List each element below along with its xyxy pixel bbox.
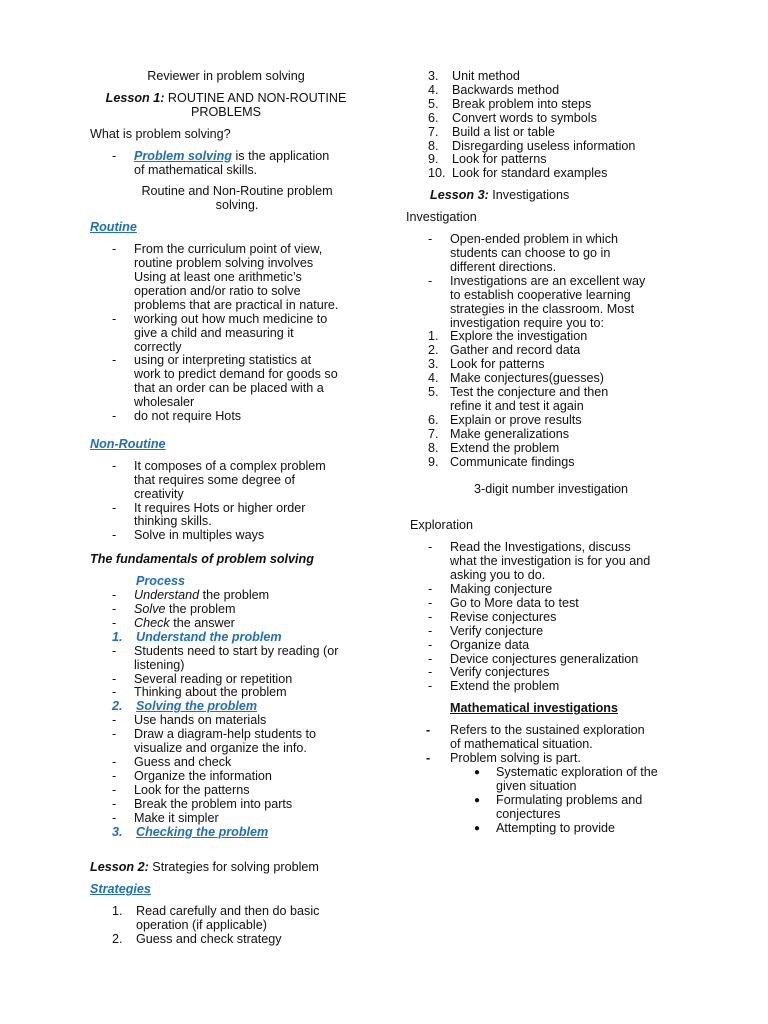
item-line: working out how much medicine to	[134, 311, 328, 326]
item-text	[450, 344, 696, 358]
process-verb: Understand	[134, 588, 200, 603]
list-item	[90, 756, 362, 770]
item-line: using or interpreting statistics at	[134, 353, 312, 368]
item-text	[134, 784, 362, 798]
item-text	[450, 456, 696, 470]
process-item	[90, 617, 362, 631]
item-text	[450, 275, 696, 331]
item-text	[450, 428, 696, 442]
step3-number: 3.	[112, 824, 123, 839]
math-investigations-list	[406, 724, 696, 766]
list-item	[406, 611, 696, 625]
item-line: Make generalizations	[450, 426, 570, 441]
item-text	[134, 686, 362, 700]
item-line: Thinking about the problem	[134, 685, 287, 700]
item-text: Convert words to symbols	[452, 110, 597, 125]
list-item	[406, 126, 696, 140]
item-text	[134, 589, 362, 603]
dash-marker: -	[112, 311, 117, 326]
dash-marker: -	[112, 458, 117, 473]
item-line: conjectures	[496, 806, 561, 821]
item-number: 9.	[428, 152, 439, 167]
item-text	[450, 653, 696, 667]
list-item	[406, 386, 696, 414]
item-number: 9.	[428, 454, 439, 469]
list-item	[406, 372, 696, 386]
bullet-item	[406, 794, 696, 822]
item-line: Look for patterns	[450, 357, 545, 372]
item-number: 5.	[428, 385, 439, 400]
item-line: Explore the investigation	[450, 329, 588, 344]
item-text	[134, 770, 362, 784]
item-line: refine it and test it again	[450, 398, 584, 413]
item-line: Problem solving is part.	[450, 750, 581, 765]
routine-list	[90, 243, 362, 424]
item-text	[450, 372, 696, 386]
list-item	[90, 243, 362, 313]
question-text: What is problem solving?	[90, 126, 231, 141]
list-item	[406, 653, 696, 667]
item-text	[450, 233, 696, 275]
process-item	[90, 603, 362, 617]
list-item	[406, 442, 696, 456]
math-investigations-bullets	[406, 766, 696, 836]
list-item	[406, 456, 696, 470]
item-line: Organize the information	[134, 768, 272, 783]
dash-marker: -	[428, 582, 433, 596]
list-item	[90, 686, 362, 700]
item-text	[450, 414, 696, 428]
item-line: to establish cooperative learning	[450, 287, 631, 302]
item-text	[134, 313, 362, 355]
list-item	[406, 112, 696, 126]
item-line: Communicate findings	[450, 454, 575, 469]
lesson2-title: Strategies for solving problem	[148, 860, 319, 875]
list-item	[406, 275, 696, 331]
list-item	[90, 460, 362, 502]
list-item	[90, 313, 362, 355]
item-text	[450, 611, 696, 625]
strategies-list	[90, 905, 362, 947]
item-text	[450, 386, 696, 414]
item-line: different directions.	[450, 259, 557, 274]
dash-marker: -	[112, 409, 117, 424]
item-text	[450, 358, 696, 372]
list-item	[406, 541, 696, 583]
investigation-list	[406, 233, 696, 330]
item-line: Device conjectures generalization	[450, 651, 639, 666]
lesson1-title-a: ROUTINE AND NON-ROUTINE	[164, 90, 347, 105]
item-text	[450, 442, 696, 456]
item-text	[134, 645, 362, 673]
dash-marker: -	[428, 623, 433, 638]
list-item	[406, 167, 696, 181]
item-line: It requires Hots or higher order	[134, 500, 306, 515]
dash-marker: -	[426, 750, 431, 765]
list-item	[406, 639, 696, 653]
strategies-heading: Strategies	[90, 882, 151, 897]
item-line: of mathematical situation.	[450, 737, 593, 752]
right-column	[406, 70, 696, 835]
item-number: 5.	[428, 96, 439, 111]
item-line: Break the problem into parts	[134, 796, 293, 811]
dash-marker: -	[428, 665, 433, 680]
process-heading: Process	[136, 574, 186, 589]
item-text	[134, 410, 362, 424]
item-text	[450, 330, 696, 344]
item-text	[450, 752, 696, 766]
dash-marker: -	[112, 602, 117, 616]
item-line: Look for the patterns	[134, 782, 250, 797]
dash-marker: -	[112, 671, 117, 686]
item-line: Use hands on materials	[134, 713, 267, 728]
item-line: Read the Investigations, discuss	[450, 540, 631, 555]
process-rest: the problem	[199, 588, 270, 603]
item-text	[450, 680, 696, 694]
lesson1-heading	[90, 92, 362, 120]
list-item	[406, 84, 696, 98]
list-item	[90, 502, 362, 530]
list-item	[90, 728, 362, 756]
item-text: Look for standard examples	[452, 166, 608, 181]
dash-marker: -	[428, 609, 433, 624]
nonroutine-heading: Non-Routine	[90, 436, 166, 451]
list-item	[406, 70, 696, 84]
item-text: Build a list or table	[452, 124, 555, 139]
item-number: 1.	[112, 904, 123, 919]
lesson1-label: Lesson 1:	[105, 90, 165, 105]
item-line: Open-ended problem in which	[450, 232, 619, 247]
item-text	[134, 603, 362, 617]
dash-marker: -	[112, 713, 117, 728]
lesson3-label: Lesson 3:	[430, 188, 489, 203]
step3-heading	[90, 826, 362, 840]
bullet-marker: ●	[474, 822, 481, 834]
item-text	[450, 541, 696, 583]
list-item	[406, 153, 696, 167]
dash-marker: -	[112, 685, 117, 700]
item-line: It composes of a complex problem	[134, 458, 326, 473]
item-line: asking you to do.	[450, 568, 546, 583]
dash-marker: -	[112, 643, 117, 658]
definition-item	[90, 150, 362, 178]
item-text	[450, 597, 696, 611]
item-line: From the curriculum point of view,	[134, 242, 323, 257]
list-item	[90, 529, 362, 543]
item-line: problems that are practical in nature.	[134, 297, 339, 312]
item-line: Verify conjecture	[450, 623, 544, 638]
lesson3-title: Investigations	[488, 188, 570, 203]
dash-marker: -	[112, 500, 117, 515]
item-text	[496, 822, 696, 836]
definition-term: Problem solving	[134, 148, 232, 163]
list-item	[90, 673, 362, 687]
exploration-list	[406, 541, 696, 694]
nonroutine-list	[90, 460, 362, 543]
list-item	[90, 933, 362, 947]
item-line: Guess and check	[134, 754, 232, 769]
routine-title-b: solving.	[215, 198, 259, 213]
dash-marker: -	[428, 273, 433, 288]
list-item	[406, 98, 696, 112]
bullet-marker: ●	[474, 794, 481, 806]
item-text: Break problem into steps	[452, 96, 592, 111]
item-text	[450, 639, 696, 653]
step2-heading	[90, 700, 362, 714]
item-line: Verify conjectures	[450, 665, 550, 680]
item-text: Look for patterns	[452, 152, 547, 167]
item-text	[450, 666, 696, 680]
item-line: do not require Hots	[134, 409, 242, 424]
item-line: what the investigation is for you and	[450, 554, 651, 569]
item-line: Revise conjectures	[450, 609, 557, 624]
dash-marker: -	[112, 588, 117, 603]
item-line: operation (if applicable)	[136, 918, 267, 933]
list-item	[406, 428, 696, 442]
item-line: Make it simpler	[134, 810, 219, 825]
item-number: 1.	[428, 329, 439, 344]
item-text	[134, 812, 362, 826]
dash-marker: -	[428, 595, 433, 610]
item-number: 8.	[428, 440, 439, 455]
item-number: 6.	[428, 412, 439, 427]
list-item	[406, 680, 696, 694]
dash-marker: -	[112, 353, 117, 368]
strategies-continued-list	[406, 70, 696, 181]
item-text	[134, 756, 362, 770]
list-item	[90, 812, 362, 826]
item-line: operation and/or ratio to solve	[134, 283, 301, 298]
dash-marker: -	[112, 768, 117, 783]
dash-marker: -	[112, 810, 117, 825]
bullet-marker: ●	[474, 766, 481, 778]
item-line: strategies in the classroom. Most	[450, 301, 635, 316]
exploration-heading: Exploration	[410, 518, 474, 533]
list-item	[90, 354, 362, 410]
item-line: Draw a diagram-help students to	[134, 727, 317, 742]
item-line: Explain or prove results	[450, 412, 582, 427]
list-item	[406, 414, 696, 428]
item-text	[496, 794, 696, 822]
item-line: Systematic exploration of the	[496, 764, 658, 779]
list-item	[90, 784, 362, 798]
dash-marker: -	[428, 540, 433, 555]
item-text	[134, 798, 362, 812]
item-number: 4.	[428, 371, 439, 386]
item-text	[134, 728, 362, 756]
routine-nonroutine-title	[90, 185, 362, 213]
item-line: thinking skills.	[134, 514, 212, 529]
item-text	[134, 243, 362, 313]
step2-list	[90, 714, 362, 825]
item-line: that an order can be placed with a	[134, 381, 324, 396]
dash-marker: -	[112, 148, 117, 163]
list-item	[90, 714, 362, 728]
item-text	[134, 673, 362, 687]
list-item	[90, 770, 362, 784]
list-item	[90, 798, 362, 812]
item-line: Using at least one arithmetic’s	[134, 269, 302, 284]
process-verb: Solve	[134, 602, 166, 616]
item-line: Attempting to provide	[496, 820, 616, 835]
item-text	[450, 724, 696, 752]
item-text: Disregarding useless information	[452, 138, 636, 153]
item-text	[134, 617, 362, 631]
item-number: 7.	[428, 124, 439, 139]
dash-marker: -	[428, 679, 433, 694]
item-line: Refers to the sustained exploration	[450, 723, 645, 738]
investigation-steps	[406, 330, 696, 469]
lesson2-label: Lesson 2:	[90, 860, 149, 875]
dash-marker: -	[112, 615, 117, 630]
item-number: 8.	[428, 138, 439, 153]
item-line: creativity	[134, 486, 184, 501]
step1-label: Understand the problem	[136, 629, 282, 644]
list-item	[406, 344, 696, 358]
item-number: 4.	[428, 82, 439, 97]
item-line: Making conjecture	[450, 582, 553, 596]
item-line: listening)	[134, 657, 185, 672]
item-line: Read carefully and then do basic	[136, 904, 320, 919]
item-number: 7.	[428, 426, 439, 441]
dash-marker: -	[112, 754, 117, 769]
list-item	[406, 330, 696, 344]
list-item	[90, 645, 362, 673]
left-column	[90, 70, 362, 947]
item-line: Go to More data to test	[450, 595, 579, 610]
item-text	[134, 714, 362, 728]
item-line: Test the conjecture and then	[450, 385, 609, 400]
item-text	[134, 354, 362, 410]
item-text	[136, 933, 362, 947]
math-investigations-heading: Mathematical investigations	[450, 701, 618, 716]
routine-title-a: Routine and Non-Routine problem	[141, 184, 333, 199]
process-rest: the problem	[165, 602, 236, 616]
three-digit-investigation: 3-digit number investigation	[474, 482, 629, 497]
item-line: investigation require you to:	[450, 315, 605, 330]
dash-marker: -	[112, 796, 117, 811]
dash-marker: -	[112, 528, 117, 543]
investigation-heading: Investigation	[406, 210, 477, 225]
item-line: work to predict demand for goods so	[134, 367, 338, 382]
item-line: Several reading or repetition	[134, 671, 293, 686]
document-title: Reviewer in problem solving	[147, 69, 305, 83]
item-text: Unit method	[452, 69, 520, 83]
item-line: Extend the problem	[450, 679, 560, 694]
item-line: Solve in multiples ways	[134, 528, 265, 543]
item-text	[450, 625, 696, 639]
item-line: students can choose to go in	[450, 245, 611, 260]
list-item	[406, 625, 696, 639]
dash-marker: -	[428, 232, 433, 247]
step2-number: 2.	[112, 699, 123, 714]
item-line: visualize and organize the info.	[134, 741, 307, 756]
definition-rest-b: of mathematical skills.	[134, 162, 258, 177]
dash-marker: -	[112, 242, 117, 257]
step1-list	[90, 645, 362, 701]
item-line: Gather and record data	[450, 343, 581, 358]
item-line: given situation	[496, 778, 577, 793]
process-verb: Check	[134, 615, 170, 630]
list-item	[406, 358, 696, 372]
step1-number: 1.	[112, 629, 123, 644]
dash-marker: -	[426, 723, 431, 738]
item-line: routine problem solving involves	[134, 256, 314, 271]
dash-marker: -	[428, 637, 433, 652]
item-text	[134, 502, 362, 530]
item-line: give a child and measuring it	[134, 325, 294, 340]
list-item	[406, 752, 696, 766]
item-line: correctly	[134, 339, 182, 354]
process-rest: the answer	[169, 615, 235, 630]
list-item	[90, 905, 362, 933]
lesson1-title-b: PROBLEMS	[191, 104, 261, 119]
item-line: wholesaler	[134, 395, 195, 410]
item-text	[136, 905, 362, 933]
item-text	[134, 529, 362, 543]
list-item	[406, 233, 696, 275]
item-text: Backwards method	[452, 82, 560, 97]
item-text	[450, 583, 696, 597]
item-line: that requires some degree of	[134, 472, 296, 487]
dash-marker: -	[428, 651, 433, 666]
routine-heading: Routine	[90, 220, 137, 235]
item-number: 6.	[428, 110, 439, 125]
list-item	[406, 597, 696, 611]
item-number: 3.	[428, 69, 439, 83]
bullet-item	[406, 822, 696, 836]
dash-marker: -	[112, 782, 117, 797]
list-item	[406, 724, 696, 752]
definition-rest-a: is the application	[231, 148, 330, 163]
item-line: Extend the problem	[450, 440, 560, 455]
process-list	[90, 589, 362, 631]
step3-label: Checking the problem	[136, 824, 269, 839]
item-text	[134, 460, 362, 502]
item-line: Formulating problems and	[496, 792, 643, 807]
process-item	[90, 589, 362, 603]
item-number: 3.	[428, 357, 439, 372]
list-item	[90, 410, 362, 424]
item-number: 2.	[428, 343, 439, 358]
item-number: 2.	[112, 932, 123, 947]
item-line: Guess and check strategy	[136, 932, 282, 947]
lesson2-heading	[90, 861, 362, 875]
list-item	[406, 140, 696, 154]
list-item	[406, 666, 696, 680]
item-line: Investigations are an excellent way	[450, 273, 646, 288]
fundamentals-heading: The fundamentals of problem solving	[90, 552, 314, 567]
item-line: Make conjectures(guesses)	[450, 371, 604, 386]
item-line: Students need to start by reading (or	[134, 643, 339, 658]
dash-marker: -	[112, 727, 117, 742]
item-line: Organize data	[450, 637, 530, 652]
step2-label: Solving the problem	[136, 699, 258, 714]
lesson3-heading	[406, 189, 696, 203]
item-number: 10.	[428, 166, 446, 181]
item-text	[496, 766, 696, 794]
step1-heading	[90, 631, 362, 645]
list-item	[406, 583, 696, 597]
bullet-item	[406, 766, 696, 794]
